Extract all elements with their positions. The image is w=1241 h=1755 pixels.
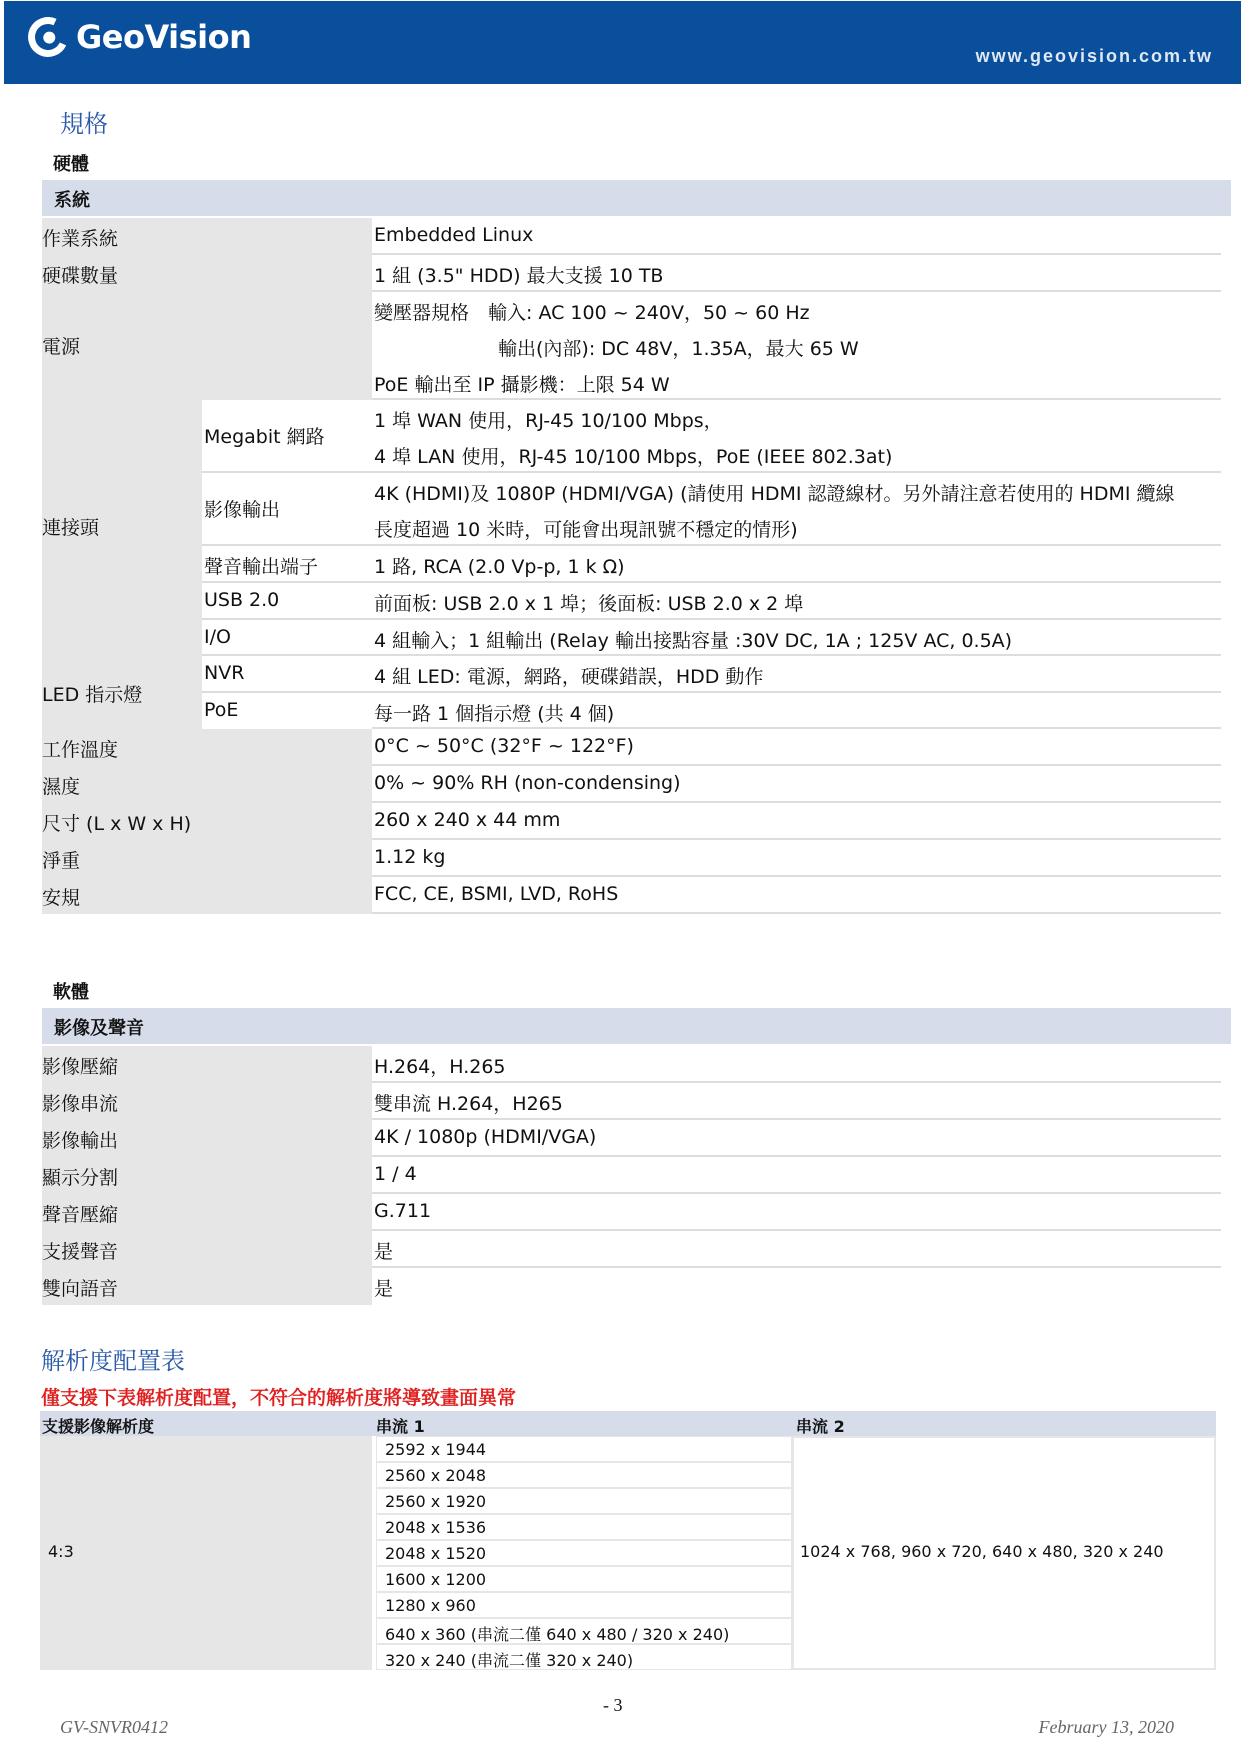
spec-row-certification (42, 877, 1221, 914)
spec-value: 是 (374, 1241, 394, 1263)
page-number: - 3 (603, 1695, 623, 1715)
stream1-value: 2048 x 1520 (385, 1544, 487, 1563)
spec-value: 1 / 4 (374, 1163, 417, 1185)
sw-row-stream (42, 1083, 1221, 1120)
sw-row-video-out (42, 1120, 1221, 1157)
brand-logo (28, 17, 251, 57)
software-title: 軟體 (53, 982, 89, 1003)
stream1-value: 1280 x 960 (385, 1596, 476, 1615)
spec-sublabel: PoE (204, 699, 239, 721)
sw-row-compression (42, 1046, 1221, 1083)
spec-row-dimensions (42, 803, 1221, 840)
stream1-cell (376, 1618, 792, 1644)
spec-value: FCC, CE, BSMI, LVD, RoHS (374, 883, 619, 905)
section-title: 規格 (60, 110, 108, 138)
col-supported-resolution: 支援影像解析度 (42, 1417, 155, 1436)
spec-sublabel: Megabit 網路 (204, 426, 325, 448)
video-out-line-2: 長度超過 10 米時，可能會出現訊號不穩定的情形) (374, 519, 798, 541)
stream1-cell (376, 1462, 792, 1488)
spec-row-weight (42, 840, 1221, 877)
stream1-value: 640 x 360 (串流二僅 640 x 480 / 320 x 240) (385, 1625, 730, 1644)
spec-value: 1.12 kg (374, 846, 446, 868)
megabit-line-2: 4 埠 LAN 使用，RJ-45 10/100 Mbps，PoE (IEEE 802.3at) (374, 446, 893, 468)
stream1-cell (376, 1644, 792, 1670)
footer-model: GV-SNVR0412 (60, 1717, 168, 1737)
spec-label: 硬碟數量 (42, 265, 119, 287)
stream1-value: 2592 x 1944 (385, 1440, 487, 1459)
stream2-value: 1024 x 768, 960 x 720, 640 x 480, 320 x 240 (800, 1542, 1164, 1561)
spec-label: 電源 (42, 336, 81, 358)
col-stream-2: 串流 2 (796, 1417, 845, 1436)
spec-label: 影像輸出 (42, 1130, 119, 1152)
stream1-value: 2560 x 2048 (385, 1466, 487, 1485)
spec-row-led-nvr (42, 656, 1221, 693)
spec-row-temp (42, 729, 1221, 766)
geovision-logo-icon (22, 11, 73, 62)
stream1-cell (376, 1592, 792, 1618)
power-line-3: PoE 輸出至 IP 攝影機：上限 54 W (374, 374, 670, 396)
stream1-cell (376, 1566, 792, 1592)
video-audio-band (42, 1008, 1231, 1044)
spec-label: 雙向語音 (42, 1278, 119, 1300)
stream1-value: 320 x 240 (串流二僅 320 x 240) (385, 1651, 634, 1670)
spec-row-io (42, 620, 1221, 656)
spec-label: 工作溫度 (42, 739, 119, 761)
resolution-title: 解析度配置表 (41, 1347, 185, 1375)
stream1-cell (376, 1540, 792, 1566)
spec-sublabel: USB 2.0 (204, 589, 280, 611)
spec-label: 顯示分割 (42, 1167, 119, 1189)
spec-row-video-out (42, 473, 1221, 546)
spec-row-os (42, 218, 1221, 255)
spec-value: 1 組 (3.5" HDD) 最大支援 10 TB (374, 265, 664, 287)
stream1-value: 1600 x 1200 (385, 1570, 487, 1589)
resolution-warning: 僅支援下表解析度配置，不符合的解析度將導致畫面異常 (41, 1387, 517, 1409)
megabit-line-1: 1 埠 WAN 使用，RJ-45 10/100 Mbps， (374, 410, 723, 432)
spec-value: 4 組 LED: 電源，網路，硬碟錯誤，HDD 動作 (374, 666, 764, 688)
spec-value: 4 組輸入；1 組輸出 (Relay 輸出接點容量 :30V DC, 1A ; 125V AC, 0.5A) (374, 630, 1013, 652)
video-out-line-1: 4K (HDMI)及 1080P (HDMI/VGA) (請使用 HDMI 認證線材。另外請注意若使用的 HDMI 纜線 (374, 483, 1175, 505)
spec-label: 安規 (42, 887, 81, 909)
hardware-title: 硬體 (53, 154, 89, 175)
spec-row-hdd (42, 255, 1221, 292)
spec-label: 淨重 (42, 850, 81, 872)
stream1-cell (376, 1488, 792, 1514)
spec-row-led-poe (42, 693, 1221, 729)
spec-value: H.264，H.265 (374, 1056, 506, 1078)
spec-value: 是 (374, 1278, 394, 1300)
spec-row-power (42, 292, 1221, 400)
header-bar (4, 1, 1241, 84)
website-url[interactable]: www.geovision.com.tw (975, 46, 1213, 66)
spec-label: 連接頭 (42, 517, 100, 539)
spec-row-megabit (42, 400, 1221, 473)
spec-sublabel: NVR (204, 662, 245, 684)
spec-label: LED 指示燈 (42, 684, 143, 706)
spec-value: 260 x 240 x 44 mm (374, 809, 561, 831)
stream1-value: 2560 x 1920 (385, 1492, 487, 1511)
stream2-cell (792, 1436, 1216, 1670)
sw-row-audio-support (42, 1231, 1221, 1268)
logo-text: GeoVision (76, 18, 252, 56)
spec-value: G.711 (374, 1200, 432, 1222)
col-stream-1: 串流 1 (376, 1417, 425, 1436)
footer-date: February 13, 2020 (1038, 1717, 1174, 1737)
spec-value: Embedded Linux (374, 224, 534, 246)
spec-sublabel: I/O (204, 626, 231, 648)
sw-row-split (42, 1157, 1221, 1194)
stream1-value: 2048 x 1536 (385, 1518, 487, 1537)
spec-row-audio-out (42, 546, 1221, 583)
stream1-cell (376, 1436, 792, 1462)
video-audio-band-label: 影像及聲音 (54, 1018, 144, 1039)
spec-value: 前面板: USB 2.0 x 1 埠；後面板: USB 2.0 x 2 埠 (374, 593, 804, 615)
sw-row-audio-compression (42, 1194, 1221, 1231)
spec-label: 作業系統 (42, 228, 119, 250)
spec-sublabel: 聲音輸出端子 (204, 556, 319, 578)
aspect-ratio-cell (40, 1436, 372, 1670)
spec-value: 雙串流 H.264，H265 (374, 1093, 563, 1115)
system-band (42, 180, 1231, 216)
spec-value: 0°C ~ 50°C (32°F ~ 122°F) (374, 735, 634, 757)
spec-label: 影像壓縮 (42, 1056, 119, 1078)
spec-label: 尺寸 (L x W x H) (42, 813, 192, 835)
spec-label: 影像串流 (42, 1093, 119, 1115)
spec-value: 1 路, RCA (2.0 Vp-p, 1 k Ω) (374, 556, 625, 578)
spec-value: 4K / 1080p (HDMI/VGA) (374, 1126, 597, 1148)
system-band-label: 系統 (54, 190, 90, 211)
resolution-table-header (40, 1411, 1216, 1436)
spec-value: 0% ~ 90% RH (non-condensing) (374, 772, 681, 794)
spec-label: 濕度 (42, 776, 81, 798)
spec-sublabel: 影像輸出 (204, 499, 281, 521)
power-line-2: 輸出(內部): DC 48V，1.35A，最大 65 W (498, 338, 859, 360)
stream1-cell (376, 1514, 792, 1540)
spec-row-usb (42, 583, 1221, 620)
spec-value: 每一路 1 個指示燈 (共 4 個) (374, 703, 615, 725)
spec-row-humidity (42, 766, 1221, 803)
spec-label: 聲音壓縮 (42, 1204, 119, 1226)
spec-label: 支援聲音 (42, 1241, 119, 1263)
aspect-ratio: 4:3 (48, 1542, 74, 1561)
power-line-1: 變壓器規格 輸入: AC 100 ~ 240V，50 ~ 60 Hz (374, 302, 810, 324)
sw-row-two-way-audio (42, 1268, 1221, 1305)
